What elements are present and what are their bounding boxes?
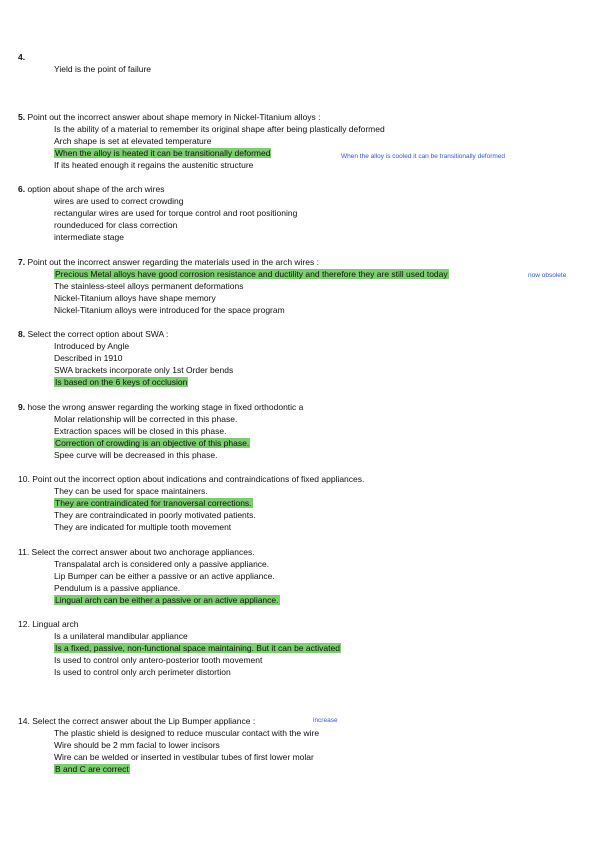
question-12 (18, 618, 341, 678)
question-7-option-4: Nickel-Titanium alloys were introduced for the space program (54, 305, 285, 315)
question-12-number: 12. (18, 619, 30, 629)
question-12-option-1: Is a unilateral mandibular appliance (54, 631, 188, 641)
question-11-option-3: Pendulum is a passive appliance. (54, 583, 181, 593)
question-12-prompt (18, 618, 341, 630)
question-11-option-4-highlighted: Lingual arch can be either a passive or an active appliance. (55, 595, 279, 605)
question-7-option-3: Nickel-Titanium alloys have shape memory (54, 293, 216, 303)
question-11-prompt (18, 546, 280, 558)
question-14-number: 14. (18, 716, 30, 726)
question-8-text: Select the correct option about SWA : (25, 329, 169, 339)
question-5-option-2: Arch shape is set at elevated temperature (54, 136, 212, 146)
question-5 (18, 111, 385, 171)
question-5-annotation: When the alloy is cooled it can be transitionally deformed (341, 153, 506, 160)
question-10-text: Point out the incorrect option about indications and contraindications of fixed appliances. (29, 474, 365, 484)
question-10-option-2-highlighted: They are contraindicated for tranoversal corrections. (55, 498, 252, 508)
question-7 (18, 256, 449, 316)
question-10 (18, 473, 364, 533)
question-12-option-4: Is used to control only arch perimeter distortion (54, 667, 231, 677)
question-5-text: Point out the incorrect answer about shape memory in Nickel-Titanium alloys : (25, 112, 321, 122)
question-10-number: 10. (18, 474, 30, 484)
question-8-option-4-highlighted: Is based on the 6 keys of occlusion (55, 377, 188, 387)
question-14-option-1: The plastic shield is designed to reduce muscular contact with the wire (54, 728, 320, 738)
question-5-option-1: Is the ability of a material to remember its original shape after being plastically deformed (54, 124, 385, 134)
question-5-number: 5. (18, 112, 26, 122)
question-7-option-2: The stainless-steel alloys permanent deformations (54, 281, 244, 291)
question-6-option-4: intermediate stage (54, 232, 124, 242)
question-8 (18, 328, 233, 388)
question-9-number: 9. (18, 402, 26, 412)
question-7-text: Point out the incorrect answer regarding the materials used in the arch wires : (25, 257, 319, 267)
question-14-text: Select the correct answer about the Lip Bumper appliance : (29, 716, 256, 726)
question-11 (18, 546, 280, 606)
question-9-option-2: Extraction spaces will be closed in this phase. (54, 426, 227, 436)
question-12-option-2-highlighted: Is a fixed, passive, non-functional space maintaining. But it can be activated (55, 643, 340, 653)
question-14-prompt (18, 715, 319, 727)
question-8-number: 8. (18, 329, 26, 339)
question-4-number: 4. (18, 52, 26, 62)
question-11-number: 11. (18, 547, 30, 557)
question-9-prompt (18, 401, 303, 413)
question-7-option-1-highlighted: Precious Metal alloys have good corrosion resistance and ductility and therefore they are still used today (55, 269, 448, 279)
question-7-prompt (18, 256, 449, 268)
question-10-option-4: They are indicated for multiple tooth movement (54, 522, 232, 532)
question-8-prompt (18, 328, 233, 340)
question-6-text: option about shape of the arch wires (25, 184, 165, 194)
question-12-option-3: Is used to control only antero-posterior tooth movement (54, 655, 263, 665)
question-11-option-2: Lip Bumper can be either a passive or an active appliance. (54, 571, 275, 581)
question-14-option-4-highlighted: B and C are correct (55, 764, 129, 774)
question-9-option-4: Spee curve will be decreased in this phase. (54, 450, 218, 460)
question-5-option-3-highlighted: When the alloy is heated it can be transitionally deformed (55, 148, 271, 158)
question-5-option-4: If its heated enough it regains the austenitic structure (54, 160, 254, 170)
question-9-option-3-highlighted: Correction of crowding is an objective of this phase. (55, 438, 250, 448)
question-6-option-1: wires are used to correct crowding (54, 196, 184, 206)
question-6-option-2: rectangular wires are used for torque control and root positioning (54, 208, 298, 218)
question-9-text: hose the wrong answer regarding the working stage in fixed orthodontic a (25, 402, 304, 412)
question-14 (18, 715, 319, 775)
question-10-prompt (18, 473, 364, 485)
question-14-annotation: increase (313, 717, 338, 724)
question-10-option-3: They are contraindicated in poorly motivated patients. (54, 510, 256, 520)
question-4-option-1: Yield is the point of failure (54, 64, 152, 74)
question-12-text: Lingual arch (29, 619, 79, 629)
question-11-text: Select the correct answer about two anchorage appliances. (29, 547, 255, 557)
question-7-number: 7. (18, 257, 26, 267)
question-9 (18, 401, 303, 461)
question-6 (18, 183, 297, 243)
question-4 (18, 51, 151, 75)
question-7-annotation: now obsolete (528, 272, 567, 279)
question-5-prompt (18, 111, 385, 123)
question-9-option-1: Molar relationship will be corrected in this phase. (54, 414, 238, 424)
question-6-option-3: roundeduced for class correction (54, 220, 178, 230)
question-6-prompt (18, 183, 297, 195)
question-8-option-2: Described in 1910 (54, 353, 123, 363)
question-14-option-2: Wire should be 2 mm facial to lower incisors (54, 740, 220, 750)
question-6-number: 6. (18, 184, 26, 194)
question-10-option-1: They can be used for space maintainers. (54, 486, 208, 496)
question-8-option-1: Introduced by Angle (54, 341, 130, 351)
question-14-option-3: Wire can be welded or inserted in vestibular tubes of first lower molar (54, 752, 314, 762)
question-8-option-3: SWA brackets incorporate only 1st Order bends (54, 365, 234, 375)
question-11-option-1: Transpalatal arch is considered only a passive appliance. (54, 559, 270, 569)
